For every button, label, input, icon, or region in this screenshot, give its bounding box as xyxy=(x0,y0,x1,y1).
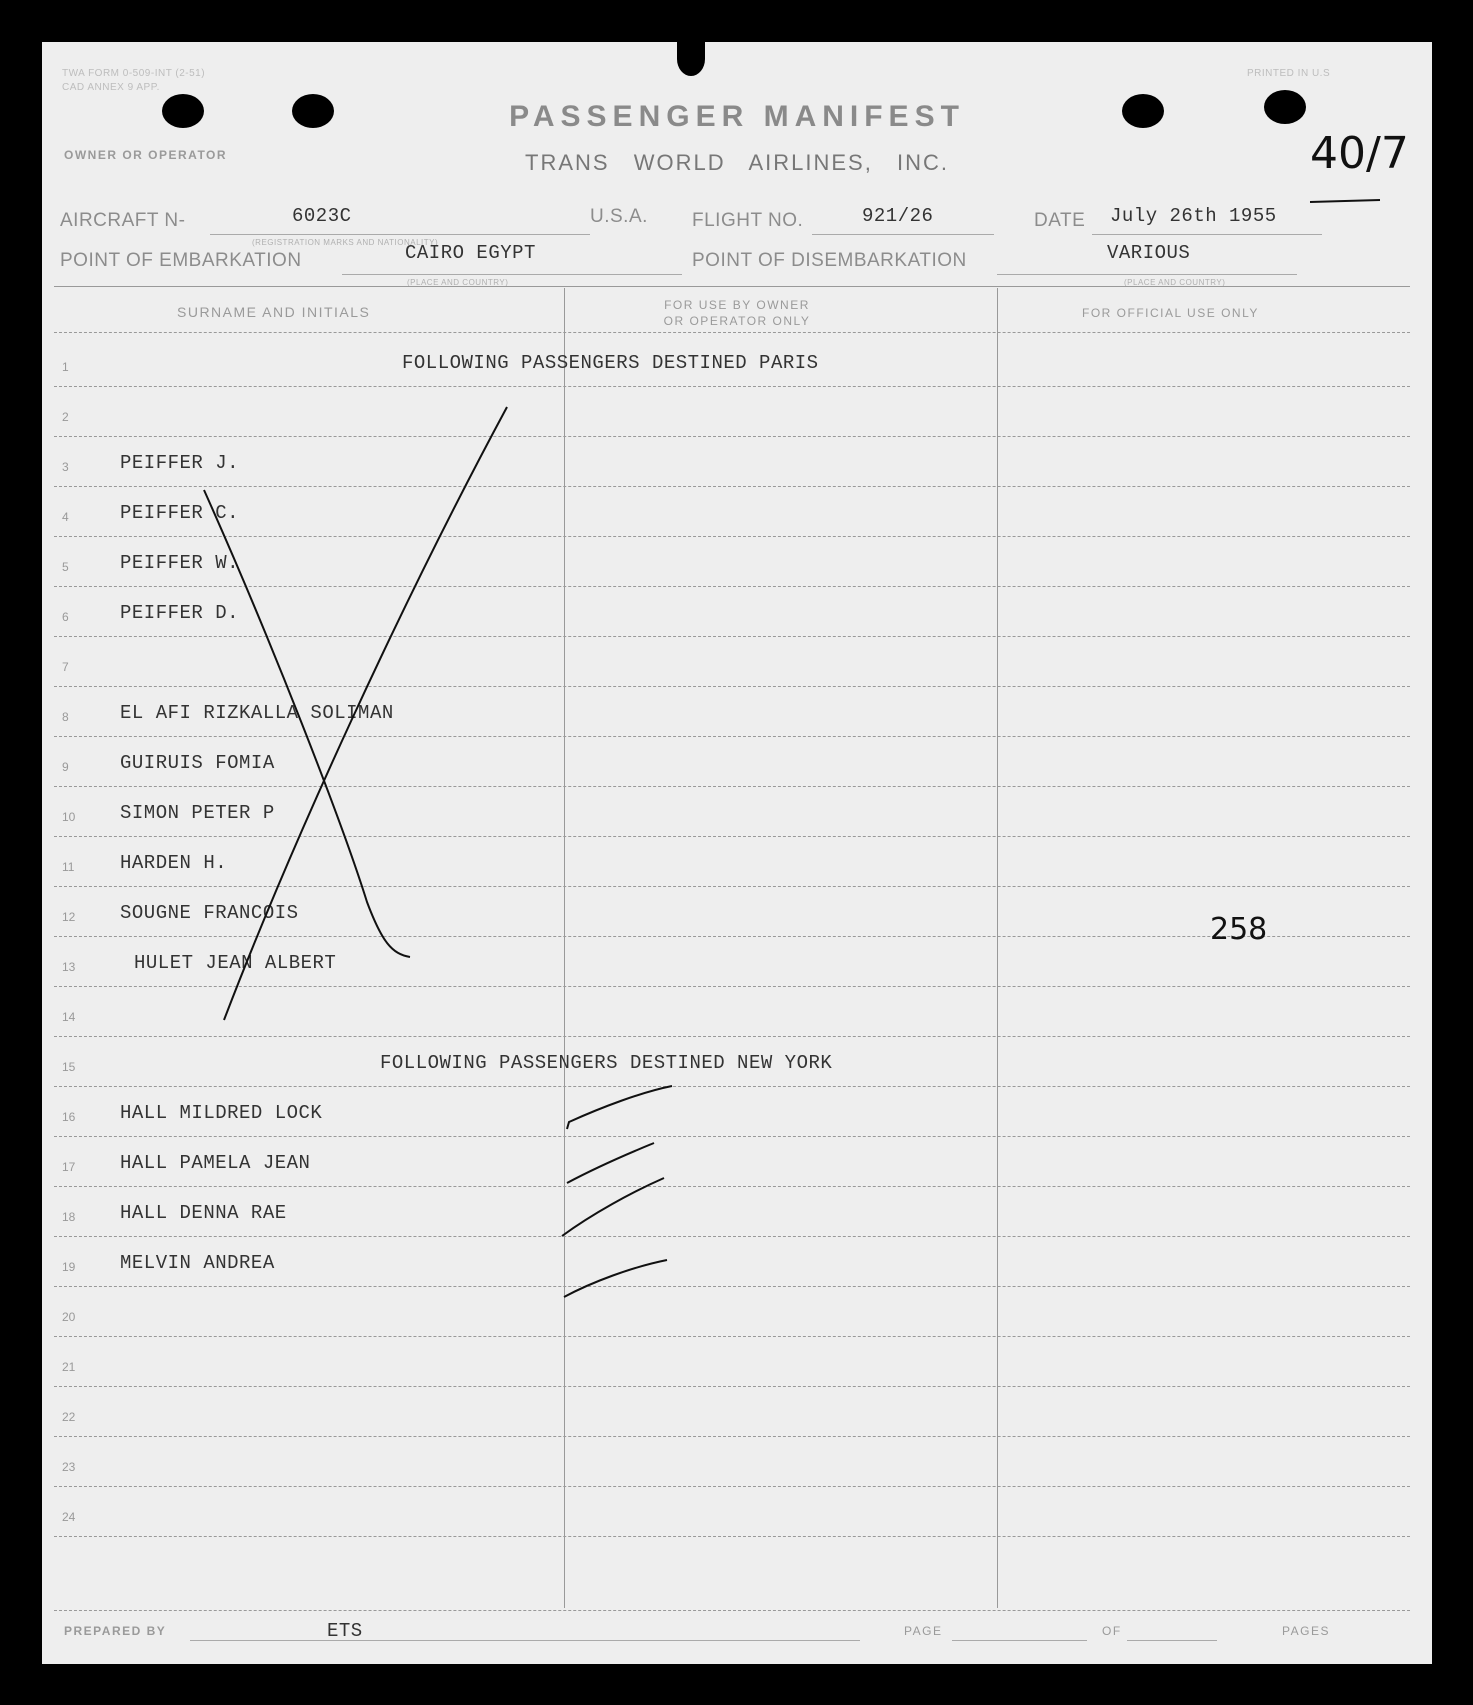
prepared-by-label: PREPARED BY xyxy=(64,1624,167,1638)
row-number: 9 xyxy=(62,760,69,774)
row-number: 18 xyxy=(62,1210,76,1224)
passenger-name: PEIFFER W. xyxy=(120,552,240,574)
row-number: 7 xyxy=(62,660,69,674)
form-annex: CAD ANNEX 9 APP. xyxy=(62,82,160,93)
row-number: 22 xyxy=(62,1410,76,1424)
check-mark xyxy=(562,1178,664,1236)
date-value: July 26th 1955 xyxy=(1110,205,1277,227)
row-number: 16 xyxy=(62,1110,76,1124)
row-number: 21 xyxy=(62,1360,76,1374)
row-number: 3 xyxy=(62,460,69,474)
cross-out-stroke xyxy=(204,490,410,957)
aircraft-value: 6023C xyxy=(292,205,352,227)
check-mark xyxy=(567,1143,654,1183)
row-number: 11 xyxy=(62,860,75,874)
row-number: 23 xyxy=(62,1460,76,1474)
passenger-name: HALL MILDRED LOCK xyxy=(120,1102,323,1124)
passenger-name: GUIRUIS FOMIA xyxy=(120,752,275,774)
row-number: 19 xyxy=(62,1260,76,1274)
prepared-by-value: ETS xyxy=(327,1620,363,1642)
aircraft-note: (REGISTRATION MARKS AND NATIONALITY) xyxy=(252,238,439,247)
manifest-page xyxy=(42,42,1432,1664)
official-use-header: FOR OFFICIAL USE ONLY xyxy=(1082,306,1259,320)
form-number: TWA FORM 0-509-INT (2-51) xyxy=(62,68,206,79)
aircraft-label: AIRCRAFT N- xyxy=(60,210,186,231)
passenger-name: PEIFFER J. xyxy=(120,452,240,474)
owner-use-header-2: OR OPERATOR ONLY xyxy=(663,314,811,328)
row-number: 1 xyxy=(62,360,69,374)
page-label: PAGE xyxy=(904,1624,943,1638)
passenger-name: MELVIN ANDREA xyxy=(120,1252,275,1274)
row-number: 20 xyxy=(62,1310,76,1324)
owner-use-header-1: FOR USE BY OWNER xyxy=(664,298,810,312)
row-number: 24 xyxy=(62,1510,76,1524)
official-use-note: 258 xyxy=(1210,912,1268,947)
row-number: 12 xyxy=(62,910,76,924)
row-number: 6 xyxy=(62,610,69,624)
row-number: 2 xyxy=(62,410,69,424)
date-label: DATE xyxy=(1034,210,1086,231)
passenger-name: PEIFFER C. xyxy=(120,502,240,524)
flight-label: FLIGHT NO. xyxy=(692,210,804,231)
printed-in: PRINTED IN U.S xyxy=(1247,68,1331,79)
owner-label: OWNER OR OPERATOR xyxy=(64,148,228,162)
check-mark xyxy=(564,1260,667,1297)
flight-value: 921/26 xyxy=(862,205,934,227)
row-number: 5 xyxy=(62,560,69,574)
embarkation-value: CAIRO EGYPT xyxy=(405,242,536,264)
corner-stroke xyxy=(1310,200,1380,202)
disembarkation-note: (PLACE AND COUNTRY) xyxy=(1124,278,1226,287)
passenger-name: HARDEN H. xyxy=(120,852,228,874)
destination-heading: FOLLOWING PASSENGERS DESTINED NEW YORK xyxy=(380,1052,833,1074)
disembarkation-value: VARIOUS xyxy=(1107,242,1191,264)
surname-column-header: SURNAME AND INITIALS xyxy=(177,304,371,320)
cross-out-stroke xyxy=(224,407,507,1020)
airline-name: TRANS WORLD AIRLINES, INC. xyxy=(525,150,949,175)
passenger-name: PEIFFER D. xyxy=(120,602,240,624)
passenger-name: HULET JEAN ALBERT xyxy=(134,952,337,974)
row-number: 17 xyxy=(62,1160,76,1174)
row-number: 13 xyxy=(62,960,76,974)
passenger-name: EL AFI RIZKALLA SOLIMAN xyxy=(120,702,394,724)
disembarkation-label: POINT OF DISEMBARKATION xyxy=(692,250,967,271)
row-number: 14 xyxy=(62,1010,76,1024)
handwritten-corner-note: 40/7 xyxy=(1310,128,1409,179)
passenger-name: HALL DENNA RAE xyxy=(120,1202,287,1224)
embarkation-note: (PLACE AND COUNTRY) xyxy=(407,278,509,287)
pen-marks xyxy=(42,42,1432,1664)
passenger-name: SOUGNE FRANCOIS xyxy=(120,902,299,924)
passenger-name: HALL PAMELA JEAN xyxy=(120,1152,311,1174)
row-number: 8 xyxy=(62,710,69,724)
embarkation-label: POINT OF EMBARKATION xyxy=(60,250,302,271)
row-number: 10 xyxy=(62,810,76,824)
nationality: U.S.A. xyxy=(590,206,648,227)
page-title: PASSENGER MANIFEST xyxy=(509,100,965,133)
pages-label: PAGES xyxy=(1282,1624,1330,1638)
row-number: 15 xyxy=(62,1060,76,1074)
row-number: 4 xyxy=(62,510,69,524)
destination-heading: FOLLOWING PASSENGERS DESTINED PARIS xyxy=(402,352,819,374)
passenger-name: SIMON PETER P xyxy=(120,802,275,824)
check-mark xyxy=(567,1086,672,1129)
of-label: OF xyxy=(1102,1624,1122,1638)
